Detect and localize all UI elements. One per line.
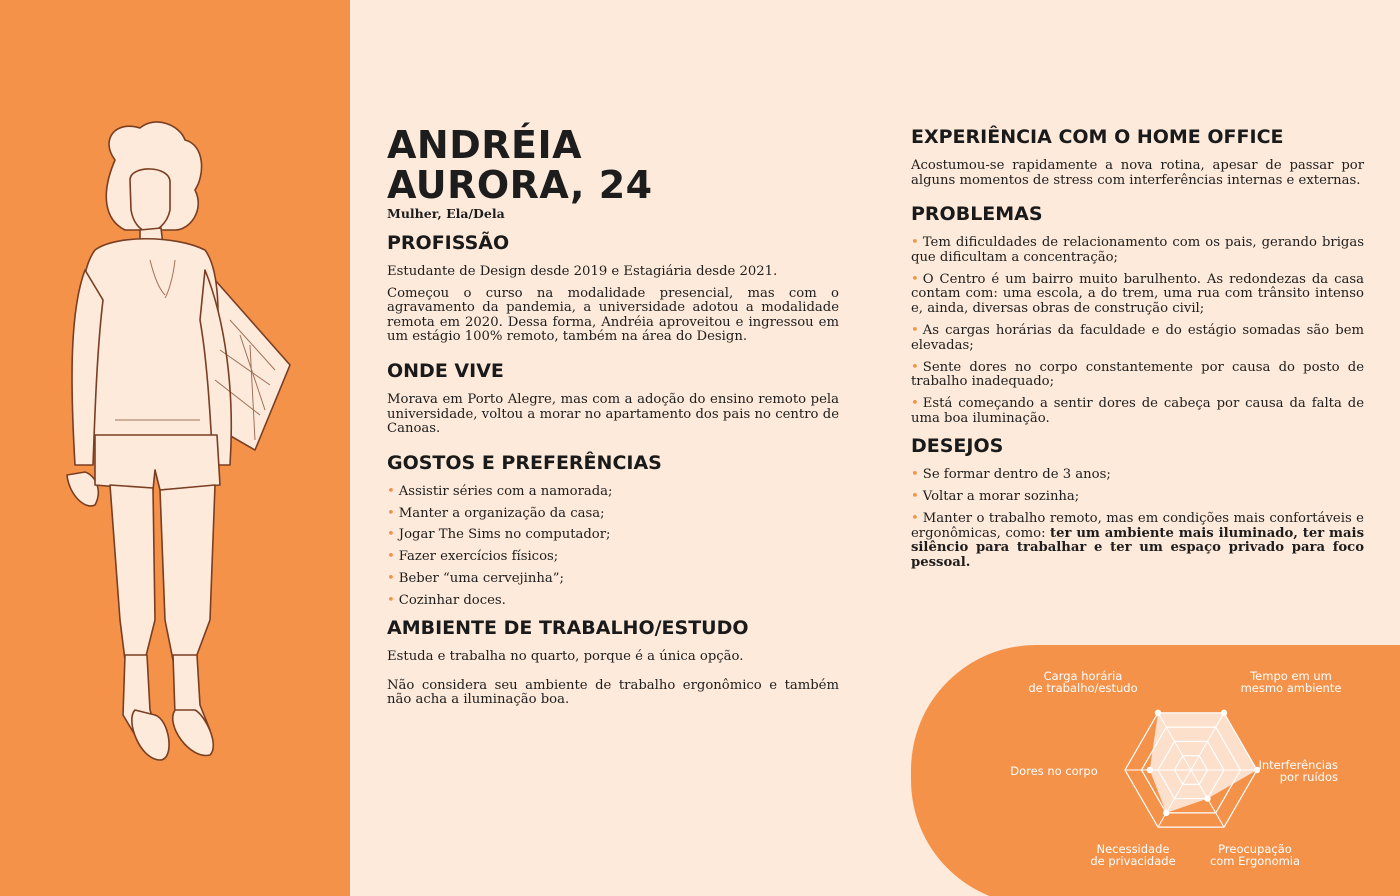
radar-axis-label-line2: de privacidade bbox=[1090, 854, 1176, 868]
radar-data-point bbox=[1204, 795, 1210, 801]
list-item: • As cargas horárias da faculdade e do estágio somadas são bem elevadas; bbox=[911, 324, 1364, 353]
persona-illustration bbox=[55, 120, 305, 780]
radar-axis-label-line1: Carga horária bbox=[1043, 669, 1123, 683]
radar-axis-label bbox=[1258, 758, 1338, 784]
radar-axis-label bbox=[1090, 842, 1175, 868]
section-title-desejos: DESEJOS bbox=[911, 435, 1004, 458]
list-item: • Sente dores no corpo constantemente por causa do posto de trabalho inadequado; bbox=[911, 361, 1364, 390]
persona-subtitle: Mulher, Ela/Dela bbox=[387, 206, 505, 221]
radar-axis-label-line1: Preocupação bbox=[1218, 842, 1292, 856]
section-title-gostos: GOSTOS E PREFERÊNCIAS bbox=[387, 451, 662, 474]
experiencia-text: Acostumou-se rapidamente a nova rotina, apesar de passar por alguns momentos de stress com interferências internas e externas. bbox=[911, 158, 1364, 188]
persona-main-column bbox=[387, 125, 839, 708]
radar-data-point bbox=[1221, 710, 1227, 716]
section-title-ambiente: AMBIENTE DE TRABALHO/ESTUDO bbox=[387, 617, 749, 640]
radar-data-point bbox=[1163, 810, 1169, 816]
radar-axis-label bbox=[1010, 764, 1098, 778]
ambiente-text-2: Não considera seu ambiente de trabalho ergonômico e também não acha a iluminação boa. bbox=[387, 677, 839, 708]
list-item: • Jogar The Sims no computador; bbox=[387, 528, 839, 543]
radar-axis-label bbox=[1210, 842, 1300, 868]
radar-axis-label-line2: com Ergonomia bbox=[1209, 854, 1301, 868]
radar-axis-label bbox=[1241, 669, 1342, 695]
problemas-list bbox=[911, 236, 1364, 426]
list-item: • O Centro é um bairro muito barulhento. As redondezas da casa contam com: uma escola, a do trem, uma rua com trânsito intenso e, ainda, diversas obras de construção civil; bbox=[911, 273, 1364, 317]
list-item: • Beber “uma cervejinha”; bbox=[387, 572, 839, 587]
radar-axis-label-line2: mesmo ambiente bbox=[1240, 681, 1342, 695]
desejos-item3-emphasis: ter um ambiente mais iluminado, ter mais silêncio para trabalhar e ter um espaço privado para foco pessoal. bbox=[911, 525, 1364, 571]
persona-illustration-panel bbox=[0, 0, 350, 896]
radar-axis-label-line2: por ruídos bbox=[1279, 770, 1338, 784]
list-item: • Fazer exercícios físicos; bbox=[387, 550, 839, 565]
radar-chart bbox=[911, 645, 1400, 896]
list-item: • Assistir séries com a namorada; bbox=[387, 485, 839, 500]
radar-axis-label bbox=[1028, 669, 1137, 695]
radar-axis-label-line1: Tempo em um bbox=[1250, 669, 1332, 683]
radar-data-point bbox=[1155, 710, 1161, 716]
radar-axis-label-line1: Interferências bbox=[1258, 758, 1338, 772]
list-item: • Manter a organização da casa; bbox=[387, 507, 839, 522]
radar-axis-label-line1: Necessidade bbox=[1096, 842, 1170, 856]
radar-chart-card bbox=[911, 645, 1400, 896]
radar-data-point bbox=[1147, 767, 1153, 773]
ambiente-text-1: Estuda e trabalha no quarto, porque é a única opção. bbox=[387, 649, 744, 665]
section-title-experiencia: EXPERIÊNCIA COM O HOME OFFICE bbox=[911, 126, 1284, 148]
section-title-problemas: PROBLEMAS bbox=[911, 203, 1043, 226]
persona-right-column bbox=[911, 125, 1364, 578]
desejos-item3-text: Manter o trabalho remoto, mas em condições mais confortáveis e ergonômicas, como: bbox=[911, 511, 1364, 541]
list-item bbox=[911, 512, 1364, 570]
section-title-profissao: PROFISSÃO bbox=[387, 232, 510, 254]
onde-vive-text: Morava em Porto Alegre, mas com a adoção do ensino remoto pela universidade, voltou a morar no apartamento dos pais no centro de Canoas. bbox=[387, 391, 839, 437]
profissao-text-1: Estudante de Design desde 2019 e Estagiária desde 2021. bbox=[387, 264, 778, 279]
list-item: • Tem dificuldades de relacionamento com os pais, gerando brigas que dificultam a concentração; bbox=[911, 236, 1364, 265]
radar-axis-label-line1: Dores no corpo bbox=[1010, 764, 1098, 778]
list-item: • Se formar dentro de 3 anos; bbox=[911, 468, 1364, 483]
radar-axis-label-line2: de trabalho/estudo bbox=[1028, 681, 1138, 695]
persona-name-line2: AURORA, 24 bbox=[387, 163, 653, 207]
persona-name-line1: ANDRÉIA bbox=[387, 123, 583, 167]
list-item: • Voltar a morar sozinha; bbox=[911, 490, 1364, 505]
section-title-onde-vive: ONDE VIVE bbox=[387, 359, 504, 382]
list-item: • Está começando a sentir dores de cabeça por causa da falta de uma boa iluminação. bbox=[911, 397, 1364, 426]
profissao-text-2: Começou o curso na modalidade presencial, mas com o agravamento da pandemia, a universidade adotou a modalidade remota em 2020. Dessa forma, Andréia aproveitou e ingressou em um estágio 100% remoto, também na área do Design. bbox=[387, 285, 839, 345]
gostos-list bbox=[387, 485, 839, 609]
desejos-list bbox=[911, 468, 1364, 570]
list-item: • Cozinhar doces. bbox=[387, 594, 839, 609]
